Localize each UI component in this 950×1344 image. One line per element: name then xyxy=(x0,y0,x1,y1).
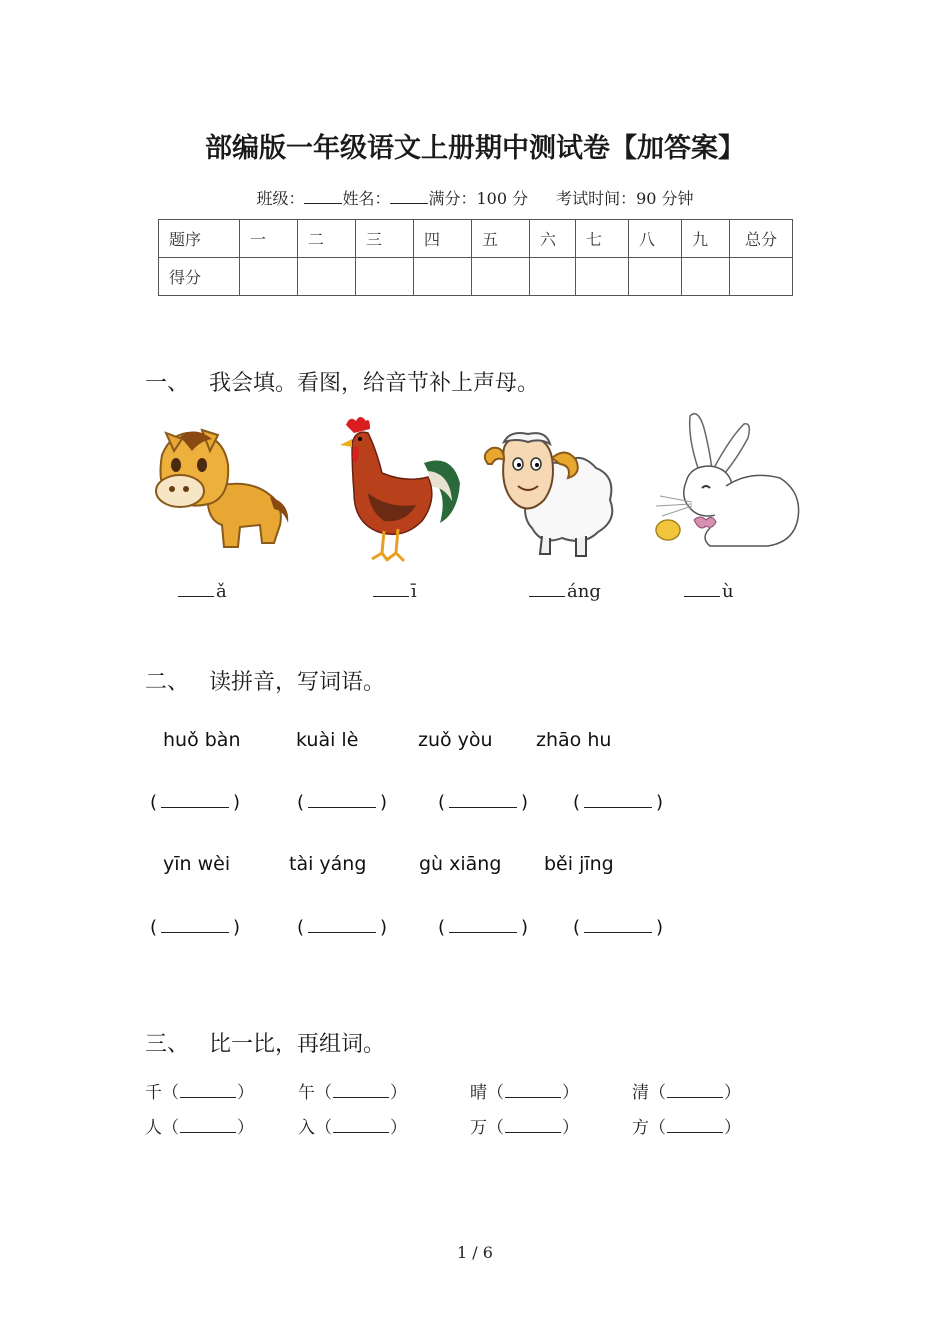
pinyin-word: kuài lè xyxy=(296,729,359,751)
score-cell[interactable] xyxy=(240,258,298,296)
score-header-cell: 一 xyxy=(240,220,298,258)
pinyin-fill-1[interactable] xyxy=(178,580,227,602)
pinyin-word: tài yáng xyxy=(289,853,367,875)
score-cell[interactable] xyxy=(356,258,414,296)
pinyin-final: ù xyxy=(722,581,734,602)
score-header-cell: 三 xyxy=(356,220,414,258)
compare-item[interactable]: 午（ ） xyxy=(298,1083,407,1103)
section2-heading xyxy=(145,665,385,696)
score-header-cell: 九 xyxy=(682,220,730,258)
answer-blank[interactable]: ( ) xyxy=(573,917,664,938)
section3-text: 比一比，再组词。 xyxy=(209,1032,386,1057)
answer-blank[interactable]: ( ) xyxy=(297,792,388,813)
answer-blank[interactable]: ( ) xyxy=(297,917,388,938)
score-header-cell: 八 xyxy=(629,220,682,258)
score-header-cell: 题序 xyxy=(159,220,240,258)
score-table xyxy=(158,219,793,296)
answer-blank[interactable]: ( ) xyxy=(150,792,241,813)
horse-image xyxy=(152,425,292,560)
answer-blank[interactable]: ( ) xyxy=(438,792,529,813)
page-number: 1 / 6 xyxy=(457,1243,493,1262)
exam-info xyxy=(0,186,950,209)
score-header-cell: 七 xyxy=(576,220,629,258)
pinyin-final: ī xyxy=(411,581,417,602)
name-blank[interactable] xyxy=(390,189,428,204)
section1-heading xyxy=(145,366,539,397)
section3-num: 三、 xyxy=(145,1032,190,1057)
class-label: 班级： xyxy=(256,189,305,208)
exam-time: 考试时间：90 分钟 xyxy=(556,189,694,208)
score-header-cell: 六 xyxy=(530,220,576,258)
score-header-cell: 二 xyxy=(298,220,356,258)
score-table-header xyxy=(159,220,793,258)
answer-blank[interactable]: ( ) xyxy=(573,792,664,813)
score-cell[interactable] xyxy=(414,258,472,296)
pinyin-word: huǒ bàn xyxy=(163,729,241,751)
full-score: 满分：100 分 xyxy=(428,189,529,208)
rooster-image xyxy=(332,413,462,563)
answer-blank[interactable]: ( ) xyxy=(438,917,529,938)
pinyin-fill-3[interactable] xyxy=(529,580,601,602)
score-cell[interactable] xyxy=(730,258,793,296)
class-blank[interactable] xyxy=(304,189,342,204)
sheep-image xyxy=(480,428,620,563)
pinyin-word: gù xiāng xyxy=(419,853,502,875)
compare-item[interactable]: 清（ ） xyxy=(632,1083,741,1103)
score-cell[interactable] xyxy=(472,258,530,296)
answer-blank[interactable]: ( ) xyxy=(150,917,241,938)
section2-text: 读拼音，写词语。 xyxy=(209,670,386,695)
score-row-label: 得分 xyxy=(159,258,240,296)
section1-num: 一、 xyxy=(145,371,190,396)
score-table-row xyxy=(159,258,793,296)
compare-item[interactable]: 万（ ） xyxy=(470,1118,579,1138)
pinyin-fill-4[interactable] xyxy=(684,580,734,602)
compare-item[interactable]: 晴（ ） xyxy=(470,1083,579,1103)
pinyin-word: zhāo hu xyxy=(536,729,612,751)
pinyin-word: zuǒ yòu xyxy=(418,729,493,751)
score-header-cell: 五 xyxy=(472,220,530,258)
compare-item[interactable]: 入（ ） xyxy=(298,1118,407,1138)
score-header-cell: 总分 xyxy=(730,220,793,258)
compare-item[interactable]: 千（ ） xyxy=(145,1083,254,1103)
score-cell[interactable] xyxy=(298,258,356,296)
rabbit-image xyxy=(640,408,805,553)
name-label: 姓名： xyxy=(342,189,391,208)
pinyin-final: ǎ xyxy=(216,581,227,602)
compare-item[interactable]: 人（ ） xyxy=(145,1118,254,1138)
section1-text: 我会填。看图，给音节补上声母。 xyxy=(209,371,540,396)
score-header-cell: 四 xyxy=(414,220,472,258)
pinyin-word: běi jīng xyxy=(544,853,614,875)
pinyin-word: yīn wèi xyxy=(163,853,231,875)
compare-item[interactable]: 方（ ） xyxy=(632,1118,741,1138)
section3-heading xyxy=(145,1027,385,1058)
section2-num: 二、 xyxy=(145,670,190,695)
score-cell[interactable] xyxy=(576,258,629,296)
score-cell[interactable] xyxy=(629,258,682,296)
page-title: 部编版一年级语文上册期中测试卷【加答案】 xyxy=(205,133,745,164)
pinyin-final: áng xyxy=(567,581,601,602)
score-cell[interactable] xyxy=(682,258,730,296)
score-cell[interactable] xyxy=(530,258,576,296)
pinyin-fill-2[interactable] xyxy=(373,580,417,602)
